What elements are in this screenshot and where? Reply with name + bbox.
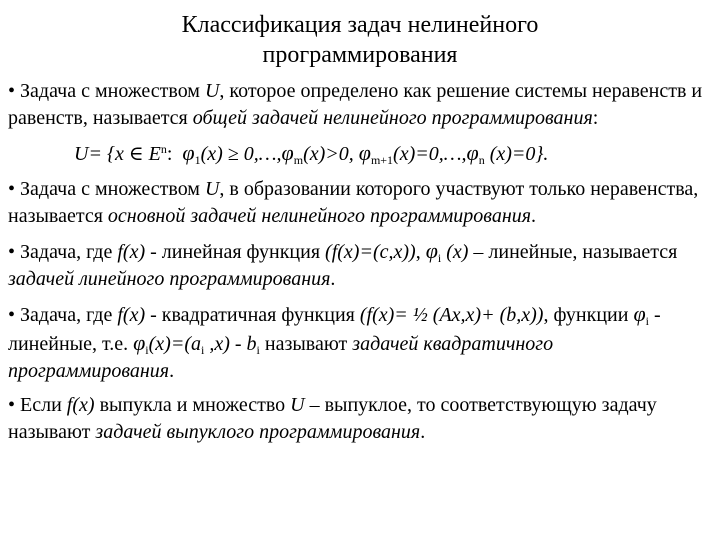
bullet: • bbox=[8, 304, 16, 326]
text: Задача с множеством bbox=[15, 80, 205, 102]
formula-lhs: U= {x ∈ E bbox=[74, 143, 161, 165]
function-f: f(x) bbox=[66, 394, 95, 416]
set-u: U bbox=[204, 80, 220, 102]
text: - линейные, т.е. bbox=[8, 304, 661, 355]
phi-symbol: φ bbox=[633, 301, 646, 326]
title-line-1: Классификация задач нелинейного bbox=[181, 12, 539, 38]
text: . bbox=[531, 205, 537, 227]
f-definition: (f(x)=(c,x)) bbox=[325, 241, 416, 263]
phi-symbol: φ bbox=[133, 330, 146, 355]
index-i: i bbox=[145, 343, 149, 357]
text: – линейные, называется bbox=[468, 241, 678, 263]
paragraph-convex-problem bbox=[8, 392, 716, 446]
term-convex-problem: задачей выпуклого программирования bbox=[95, 421, 421, 443]
phi-symbol: φ bbox=[358, 140, 371, 165]
formula-part: (x)=0,…, bbox=[393, 143, 467, 165]
formula-part: (x)>0, bbox=[303, 143, 359, 165]
text: выпукла и множество bbox=[94, 394, 291, 416]
function-f: f(x) bbox=[117, 241, 146, 263]
phi-symbol: φ bbox=[466, 140, 479, 165]
phi-symbol: φ bbox=[425, 238, 438, 263]
formula-index: m+1 bbox=[370, 153, 394, 167]
index-i: i bbox=[437, 251, 442, 265]
text: , функции bbox=[543, 304, 634, 326]
text: Задача с множеством bbox=[15, 178, 205, 200]
term-quadratic-problem: задачей квадратичного программирования bbox=[8, 333, 554, 382]
formula-index: 1 bbox=[194, 153, 201, 167]
set-u: U bbox=[290, 394, 305, 416]
phi-symbol: φ bbox=[281, 140, 294, 165]
formula-part: (x) ≥ 0,…, bbox=[200, 143, 282, 165]
paragraph-basic-problem bbox=[8, 176, 716, 230]
text: : bbox=[592, 107, 599, 129]
bullet: • bbox=[8, 178, 16, 200]
text: – выпуклое, то соответствующую задачу называют bbox=[8, 394, 657, 443]
formula-index: n bbox=[478, 153, 485, 167]
set-u: U bbox=[204, 178, 220, 200]
slide-body bbox=[8, 78, 716, 453]
formula-index: m bbox=[293, 153, 304, 167]
text: . bbox=[330, 268, 336, 290]
phi-symbol: φ bbox=[182, 140, 195, 165]
formula-colon: : bbox=[166, 143, 173, 165]
index-i: i bbox=[256, 343, 260, 357]
phi-definition: ,x) - b bbox=[204, 333, 257, 355]
text: , bbox=[415, 241, 426, 263]
index-i: i bbox=[200, 343, 205, 357]
bullet: • bbox=[8, 80, 16, 102]
paragraph-general-problem bbox=[8, 78, 716, 132]
f-definition: (f(x)= ½ (Ax,x)+ (b,x)) bbox=[359, 304, 544, 326]
text: . bbox=[420, 421, 426, 443]
term-general-problem: общей задачей нелинейного программирования bbox=[192, 107, 593, 129]
index-i: i bbox=[645, 314, 649, 328]
bullet: • bbox=[8, 241, 16, 263]
bullet: • bbox=[8, 394, 16, 416]
text: , которое определено как решение системы неравенств и равенств, называется bbox=[8, 80, 703, 129]
paragraph-linear-problem bbox=[8, 237, 716, 293]
text: - квадратичная функция bbox=[145, 304, 360, 326]
slide-title bbox=[0, 10, 720, 70]
term-linear-problem: задачей линейного программирования bbox=[8, 268, 331, 290]
title-line-2: программирования bbox=[262, 42, 458, 68]
phi-definition: (x)=(a bbox=[148, 333, 201, 355]
formula-part: (x)=0}. bbox=[484, 143, 549, 165]
paragraph-quadratic-problem bbox=[8, 300, 716, 385]
formula-set-u bbox=[8, 139, 716, 168]
text: , в образовании которого участвуют только неравенства, называется bbox=[8, 178, 699, 227]
text: Задача, где bbox=[15, 241, 118, 263]
term-basic-problem: основной задачей нелинейного программирования bbox=[107, 205, 532, 227]
function-f: f(x) bbox=[117, 304, 146, 326]
text: - линейная функция bbox=[145, 241, 326, 263]
text: . bbox=[169, 360, 175, 382]
text: называют bbox=[259, 333, 353, 355]
text: Задача, где bbox=[15, 304, 118, 326]
phi-argument: (x) bbox=[441, 241, 469, 263]
formula-sup-n: n bbox=[160, 142, 167, 156]
text: Если bbox=[15, 394, 67, 416]
